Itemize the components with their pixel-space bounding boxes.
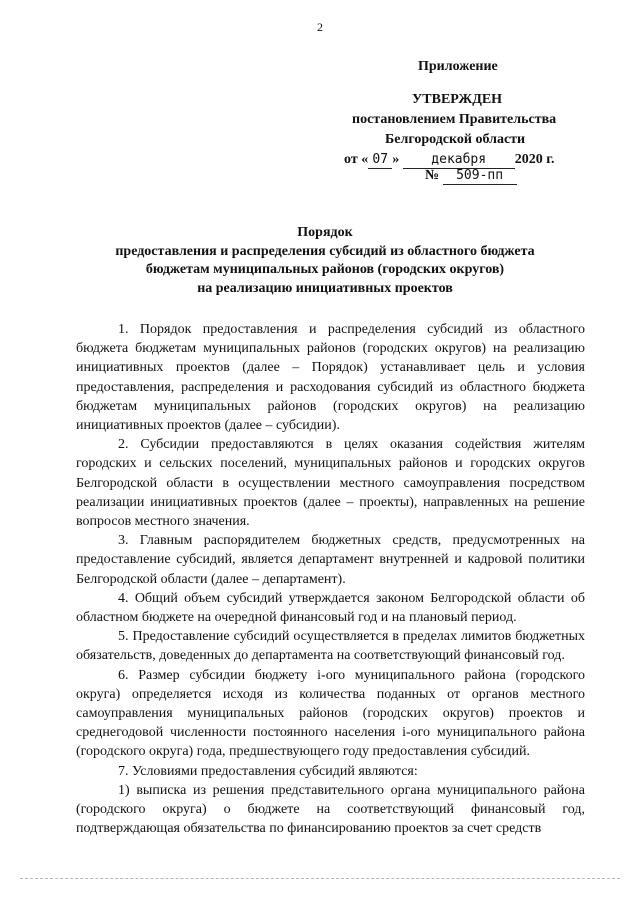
- paragraph-5: 5. Предоставление субсидий осуществляется в пределах лимитов бюджетных обязательств, доведенных до департамента на соответствующий финансовый год.: [76, 629, 585, 664]
- paragraph-4: 4. Общий объем субсидий утверждается законом Белгородской области об областном бюджете на очередной финансовый год и на плановый период.: [76, 590, 585, 626]
- decree-number-line: [425, 166, 517, 186]
- paragraph-8: 1) выписка из решения представительного органа муниципального района (городского округа) о бюджете на соответствующий финансовый год, подтверждающая обязательства по финансированию проектов за счет средств: [76, 782, 585, 837]
- region-line: Белгородской области: [385, 132, 526, 147]
- title-line-3: бюджетам муниципальных районов (городских округов): [145, 262, 505, 277]
- decree-day: 07: [368, 151, 392, 169]
- date-mid: »: [392, 152, 400, 167]
- paragraph-7: 7. Условиями предоставления субсидий являются:: [118, 763, 418, 779]
- by-decree-line: постановлением Правительства: [352, 112, 557, 127]
- paragraph-3: 3. Главным распорядителем бюджетных средств, предусмотренных на предоставление субсидий, является департамент внутренней и кадровой политики Белгородской области (далее – департамент).: [76, 533, 585, 587]
- document-title: [90, 224, 560, 298]
- scan-edge-line: [20, 878, 620, 879]
- decree-year: 2020 г.: [514, 152, 555, 167]
- paragraph-6: 6. Размер субсидии бюджету i-ого муниципального района (городского округа) определяется исходя из количества поданных от органов местного самоуправления муниципальных районов (городских округов) проектов и среднегодовой численности постоянного населения i-ого муниципального района (городского округа) года, предшествующего году предоставления субсидий.: [76, 667, 585, 760]
- number-prefix: №: [425, 168, 440, 183]
- document-body: [76, 320, 585, 838]
- decree-month: декабря: [403, 151, 515, 169]
- title-line-1: Порядок: [297, 225, 353, 240]
- title-line-4: на реализацию инициативных проектов: [197, 280, 453, 296]
- appendix-label: Приложение: [418, 59, 498, 74]
- paragraph-2: 2. Субсидии предоставляются в целях оказания содействия жителям городских и сельских поселений, муниципальных районов и городских округов Белгородской области в осуществлении местного самоуправления посредством реализации инициативных проектов (далее – проекты), направленных на решение вопросов местного значения.: [76, 437, 585, 530]
- paragraph-1: 1. Порядок предоставления и распределения субсидий из областного бюджета бюджетам муниципальных районов (городских округов) на реализацию инициативных проектов (далее – Порядок) устанавливает цель и условия предоставления, распределения и расходования субсидий из областного бюджета бюджетам муниципальных районов (городских округов) на реализацию инициативных проектов (далее – субсидии).: [76, 322, 585, 434]
- title-line-2: предоставления и распределения субсидий из областного бюджета: [115, 243, 535, 259]
- date-prefix: от «: [344, 152, 369, 167]
- approved-heading: УТВЕРЖДЕН: [412, 92, 503, 107]
- decree-number: 509-пп: [443, 167, 517, 185]
- page-number: 2: [317, 20, 323, 34]
